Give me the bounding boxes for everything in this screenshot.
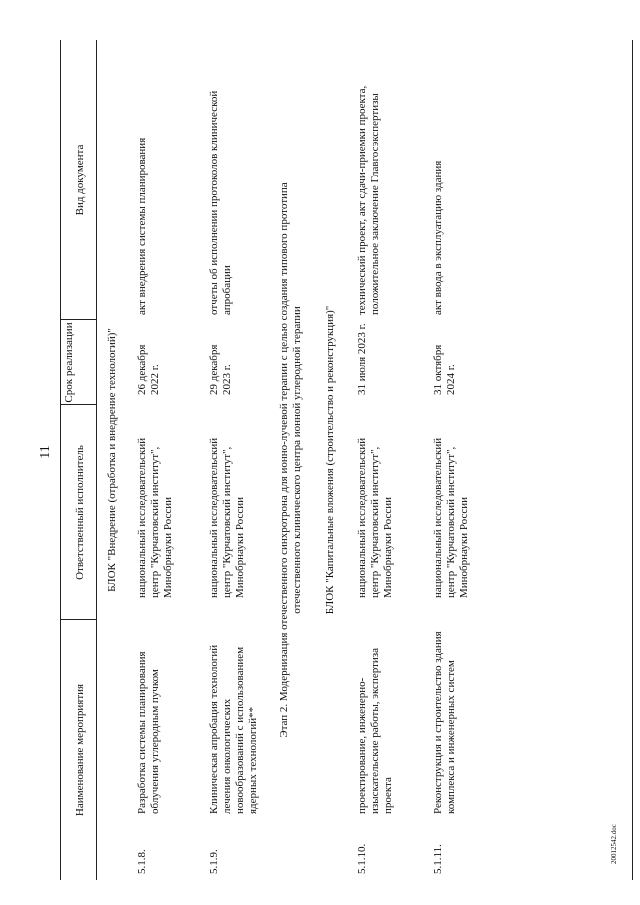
row-name: проектирование, инженерно-изыскательские работы, экспертиза проекта xyxy=(356,648,394,814)
header-executor: Ответственный исполнитель xyxy=(74,445,86,580)
header-bottom-rule xyxy=(96,40,97,880)
table-bottom-rule xyxy=(632,40,633,880)
row-number: 5.1.10. xyxy=(356,843,368,874)
row-doc: акт ввода в эксплуатацию здания xyxy=(432,160,444,315)
row-term: 31 июля 2023 г. xyxy=(356,323,368,395)
row-executor: национальный исследовательский центр "Курчатовский институт", Минобрнауки России xyxy=(136,437,174,598)
header-doc: Вид документа xyxy=(74,144,86,216)
row-number: 5.1.8. xyxy=(136,849,148,874)
row-term: 26 декабря 2022 г. xyxy=(136,344,161,395)
row-term: 31 октября 2024 г. xyxy=(432,344,457,395)
row-number: 5.1.9. xyxy=(208,849,220,874)
row-executor: национальный исследовательский центр "Курчатовский институт", Минобрнауки России xyxy=(208,437,246,598)
block-capital: БЛОК "Капитальные вложения (строительство и реконструкция)" xyxy=(324,305,336,615)
file-footer: 20012542.doc xyxy=(610,824,618,864)
header-name: Наименование мероприятия xyxy=(74,683,86,817)
row-term: 29 декабря 2023 г. xyxy=(208,344,233,395)
row-name: Клиническая апробация технологий лечения онкологических новообразований с использованием ядерных технологий** xyxy=(208,644,259,814)
row-name: Реконструкция и строительство здания комплекса и инженерных систем xyxy=(432,631,457,814)
table-top-rule xyxy=(60,40,61,880)
header-term: Срок реализации xyxy=(63,322,75,403)
row-doc: отчеты об исполнении протоколов клинической апробации xyxy=(208,90,233,315)
block-intro: БЛОК "Внедрение (отработка и внедрение технологий)" xyxy=(106,328,118,592)
row-doc: технический проект, акт сдачи-приемки проекта, положительное заключение Главгосэкспертизы xyxy=(356,85,381,315)
row-executor: национальный исследовательский центр "Курчатовский институт", Минобрнауки России xyxy=(432,437,470,598)
row-doc: акт внедрения системы планирования xyxy=(136,137,148,315)
row-executor: национальный исследовательский центр "Курчатовский институт", Минобрнауки России xyxy=(356,437,394,598)
stage-2-heading: Этап 2. Модернизация отечественного синхротрона для ионно-лучевой терапии с целью создания типового прототипа отечественного клинического центра ионной углеродной терапии xyxy=(278,182,303,738)
rotated-document xyxy=(60,40,635,880)
row-number: 5.1.11. xyxy=(432,844,444,874)
page-number: 11 xyxy=(38,445,53,459)
row-name: Разработка системы планирования облучения углеродным пучком xyxy=(136,651,161,814)
